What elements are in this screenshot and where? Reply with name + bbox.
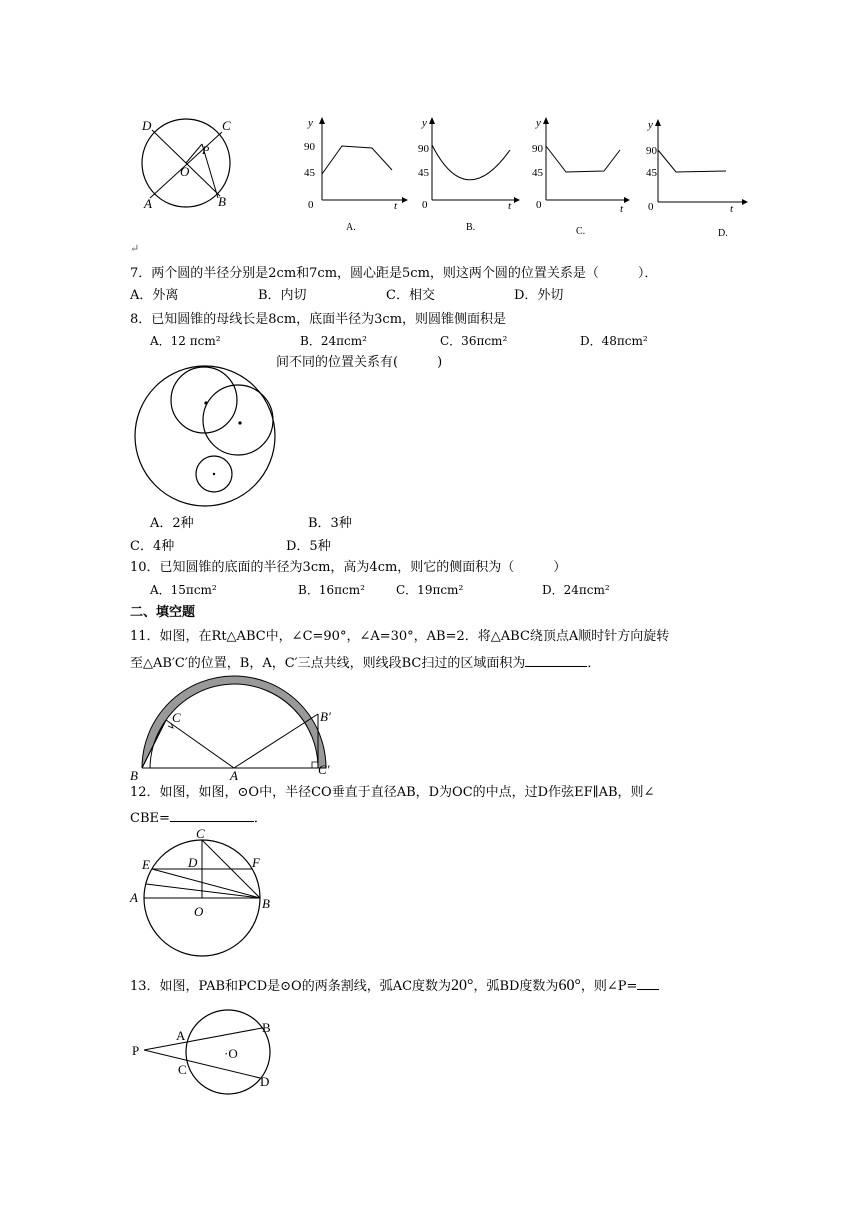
tick-45: 45 — [418, 167, 429, 179]
label-a: A — [144, 196, 152, 211]
q11-rotation-figure — [128, 670, 348, 783]
q11-answer-blank[interactable] — [525, 652, 587, 667]
y-axis-label: y — [308, 117, 313, 129]
label-b: B — [262, 1020, 271, 1035]
q12-answer-blank[interactable] — [170, 807, 254, 822]
label-d: D — [188, 855, 198, 870]
q13-text-c: ，则∠P= — [580, 979, 638, 994]
origin-label: 0 — [422, 199, 428, 211]
q13-secant-figure — [130, 1010, 290, 1095]
q10-stem: 10．已知圆锥的底面的半径为3cm，高为4cm，则它的侧面积为（ ） — [130, 560, 567, 575]
label-c: C — [222, 118, 231, 133]
q7-option-c: C．相交 — [386, 288, 435, 303]
label-a: A — [230, 768, 238, 783]
q7-option-a: A．外离 — [130, 288, 179, 303]
q10-option-a: A．15πcm² — [150, 583, 217, 597]
q12-circle-figure — [128, 824, 288, 964]
q13-answer-blank[interactable] — [637, 975, 659, 990]
tick-90: 90 — [418, 143, 429, 155]
label-d: D — [142, 118, 152, 133]
label-a: A — [176, 1028, 186, 1043]
q7-option-d: D．外切 — [514, 288, 564, 303]
label-b: B — [262, 896, 270, 911]
option-d-label: D. — [718, 228, 728, 239]
q9-option-d: D．5种 — [286, 539, 331, 554]
y-axis-label: y — [536, 117, 541, 129]
label-c-prime: C′ — [318, 762, 330, 777]
q10-option-c: C．19πcm² — [396, 583, 464, 597]
q13-text-a: 13．如图，PAB和PCD是⊙O的两条割线，弧AC度数为 — [130, 979, 452, 994]
q13-value-bd: 60° — [558, 977, 581, 994]
q8-option-d: D．48πcm² — [580, 334, 648, 348]
label-d: D — [260, 1074, 270, 1089]
label-o: O — [194, 904, 204, 919]
q13-text-b: ，弧BD度数为 — [473, 979, 559, 994]
q6-graph-d — [646, 114, 756, 239]
x-axis-label: t — [508, 200, 512, 212]
q9-option-a: A．2种 — [150, 516, 194, 531]
label-center-o: ·O — [224, 1046, 238, 1061]
section-heading-fill-in: 二、填空题 — [130, 605, 196, 620]
y-axis-label: y — [648, 119, 653, 131]
tick-45: 45 — [304, 167, 315, 179]
tick-45: 45 — [646, 167, 657, 179]
q10-option-b: B．16πcm² — [298, 583, 365, 597]
q11-line2-text: 至△AB′C′的位置，B，A，C′三点共线，则线段BC扫过的区域面积为 — [130, 656, 526, 671]
option-c-label: C. — [576, 226, 586, 237]
q6-graph-a — [300, 112, 410, 237]
q6-graph-c — [532, 112, 642, 237]
q8-stem: 8．已知圆锥的母线长是8cm，底面半径为3cm，则圆锥侧面积是 — [130, 312, 507, 327]
label-a: A — [130, 890, 138, 905]
label-p: P — [202, 143, 210, 157]
tick-90: 90 — [646, 145, 657, 157]
option-a-label: A. — [346, 222, 356, 233]
q6-graph-b — [418, 112, 528, 237]
y-axis-label: y — [422, 117, 427, 129]
q12-line1: 12．如图，如图，⊙O中，半径CO垂直于直径AB，D为OC的中点，过D作弦EF∥AB，则∠ — [130, 785, 655, 800]
label-c: C — [178, 1062, 187, 1077]
label-o: O — [180, 164, 190, 179]
q9-circles-figure — [130, 360, 280, 510]
x-axis-label: t — [730, 203, 734, 215]
label-c: C — [196, 826, 205, 841]
origin-label: 0 — [308, 199, 314, 211]
q13-value-ac: 20° — [451, 977, 474, 994]
q7-stem: 7．两个圆的半径分别是2cm和7cm，圆心距是5cm，则这两个圆的位置关系是（ ）． — [130, 266, 658, 281]
q10-option-d: D．24πcm² — [542, 583, 610, 597]
tick-45: 45 — [532, 167, 543, 179]
origin-label: 0 — [536, 199, 542, 211]
x-axis-label: t — [620, 203, 624, 215]
q9-stem: 间不同的位置关系有( ) — [276, 355, 443, 370]
return-mark: ↵ — [130, 242, 140, 255]
label-f: F — [252, 855, 260, 870]
q6-circle-figure — [130, 110, 250, 210]
label-p: P — [132, 1043, 140, 1058]
option-b-label: B. — [466, 222, 476, 233]
tick-90: 90 — [304, 141, 315, 153]
label-e: E — [142, 857, 150, 872]
origin-label: 0 — [648, 201, 654, 213]
q11-end: ． — [587, 656, 601, 671]
q8-option-a: A．12 πcm² — [150, 334, 221, 348]
q13-stem — [130, 975, 659, 996]
label-b: B — [130, 768, 138, 783]
q9-option-b: B．3种 — [308, 516, 352, 531]
label-b: B — [218, 194, 226, 209]
q11-line1: 11．如图，在Rt△ABC中，∠C=90°，∠A=30°，AB=2．将△ABC绕顶点A顺时针方向旋转 — [130, 629, 670, 644]
x-axis-label: t — [394, 200, 398, 212]
q7-option-b: B．内切 — [258, 288, 307, 303]
q12-line2-text: CBE= — [130, 811, 170, 826]
q12-end: ． — [253, 811, 267, 826]
label-b-prime: B′ — [320, 709, 331, 724]
tick-90: 90 — [532, 143, 543, 155]
q8-option-b: B．24πcm² — [300, 334, 367, 348]
label-c: C — [172, 710, 181, 725]
q8-option-c: C．36πcm² — [440, 334, 508, 348]
q9-option-c: C．4种 — [130, 539, 175, 554]
